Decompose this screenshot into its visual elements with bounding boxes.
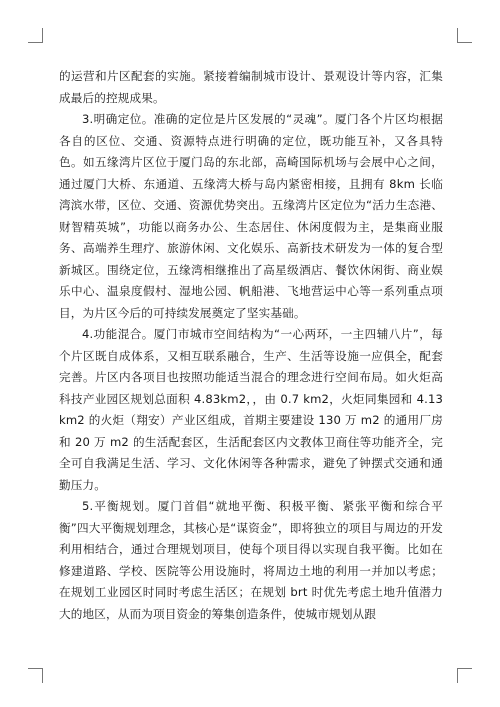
paragraph-clear-positioning: 3.明确定位。准确的定位是片区发展的“灵魂”。厦门各个片区均根据各自的区位、交通、资源特点进行明确的定位，既功能互补，又各具特色。如五缘湾片区位于厦门岛的东北部，高崎国际机场与会展中心之间，通过厦门大桥、东通道、五缘湾大桥与岛内紧密相接，且拥有 8km 长临湾滨水带，区位、交通、资源优势突出。五缘湾片区定位为“活力生态港、财智精英城”，功能以商务办公、生态居住、休闲度假为主，是集商业服务、高端养生理疗、旅游休闲、文化娱乐、高新技术研发为一体的复合型新城区。围绕定位，五缘湾相继推出了高星级酒店、餐饮休闲街、商业娱乐中心、温泉度假村、湿地公园、帆船港、飞地营运中心等一系列重点项目，为片区今后的可持续发展奠定了坚实基础。 xyxy=(59,112,443,320)
paragraph-mixed-function: 4.功能混合。厦门市城市空间结构为“一心两环，一主四辅八片”，每个片区既自成体系，又相互联系融合，生产、生活等设施一应俱全，配套完善。片区内各项目也按照功能适当混合的理念进行空间布局。如火炬高科技产业园区规划总面积 4.83km2，，由 0.7 km2，火炬同集园和 4.13 km2 的火炬（翔安）产业区组成，首期主要建设 130 万 m2 的通用厂房和 20 万 m2 的生活配套区，生活配套区内文教体卫商住等功能齐全，完全可自我满足生活、学习、文化休闲等各种需求，避免了钟摆式交通和通勤压力。 xyxy=(59,327,443,492)
crop-mark-bottom-right xyxy=(457,668,472,683)
document-body xyxy=(59,66,443,625)
crop-mark-bottom-left xyxy=(28,668,43,683)
crop-mark-top-left xyxy=(28,28,43,43)
crop-mark-top-right xyxy=(457,28,472,43)
paragraph-balanced-planning: 5.平衡规划。厦门首倡“就地平衡、积极平衡、紧张平衡和综合平衡”四大平衡规划理念，其核心是“谋资金”，即将独立的项目与周边的开发利用相结合，通过合理规划项目，使每个项目得以实现自我平衡。比如在修建道路、学校、医院等公用设施时，将周边土地的利用一并加以考虑；在规划工业园区时同时考虑生活区；在规划 brt 时优先考虑土地升值潜力大的地区，从而为项目资金的筹集创造条件，使城市规划从跟 xyxy=(59,499,443,621)
paragraph-continuation: 的运营和片区配套的实施。紧接着编制城市设计、景观设计等内容，汇集成最后的控规成果。 xyxy=(59,69,443,105)
